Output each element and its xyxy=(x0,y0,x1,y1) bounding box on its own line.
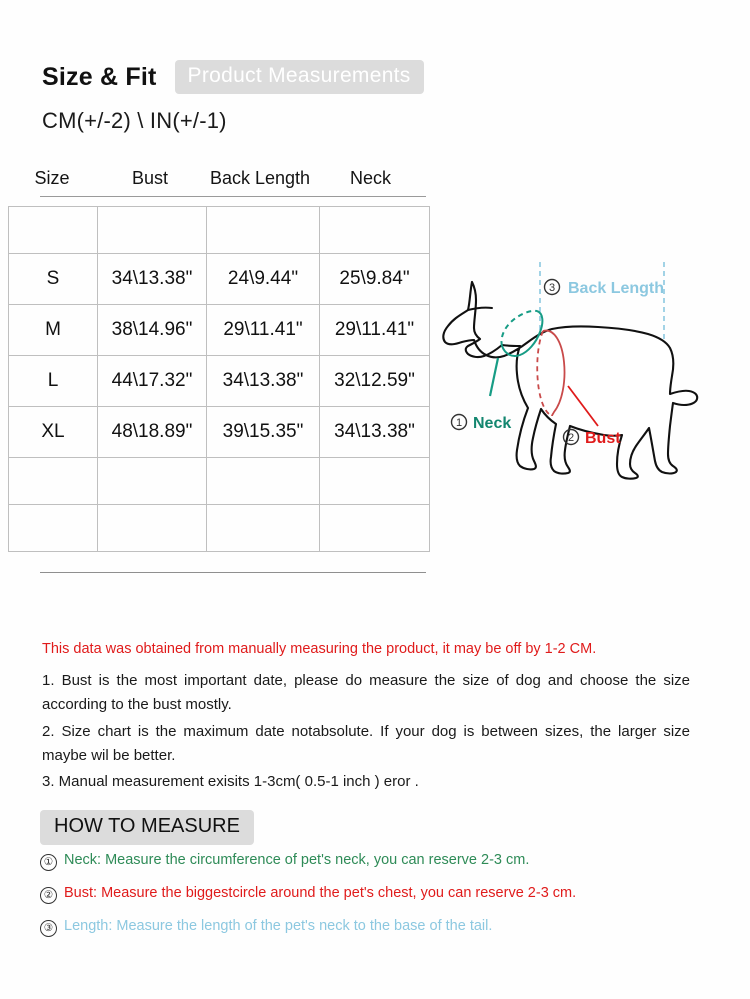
cell-neck: 32\12.59" xyxy=(320,356,430,407)
note-item: 3. Manual measurement exisits 1-3cm( 0.5-1 inch ) eror . xyxy=(42,773,419,791)
measure-marker-bust-icon: ② xyxy=(40,887,57,904)
cell-bust xyxy=(98,458,207,505)
table-row xyxy=(9,305,430,356)
how-to-measure-badge: HOW TO MEASURE xyxy=(40,810,254,845)
neck-leader-line xyxy=(490,358,498,396)
cell-back-length xyxy=(207,207,320,254)
size-chart-table xyxy=(8,206,430,552)
page-header xyxy=(42,60,424,94)
cell-back-length: 29\11.41" xyxy=(207,305,320,356)
cell-size xyxy=(9,458,98,505)
cell-size: M xyxy=(9,305,98,356)
cell-bust: 34\13.38" xyxy=(98,254,207,305)
cell-bust: 38\14.96" xyxy=(98,305,207,356)
back-length-label: Back Length xyxy=(568,280,665,297)
measure-text-bust: Bust: Measure the biggestcircle around the pet's chest, you can reserve 2-3 cm. xyxy=(64,885,577,901)
cell-back-length: 39\15.35" xyxy=(207,407,320,458)
cell-size: L xyxy=(9,356,98,407)
bust-label-group xyxy=(564,430,622,448)
cell-bust: 44\17.32" xyxy=(98,356,207,407)
neck-marker: 1 xyxy=(455,417,463,429)
table-row xyxy=(9,505,430,552)
measure-item-length xyxy=(40,918,700,936)
cell-back-length xyxy=(207,505,320,552)
neck-label-group xyxy=(452,415,512,433)
cell-bust xyxy=(98,505,207,552)
how-to-measure-list xyxy=(40,852,700,951)
notes-list xyxy=(42,669,690,796)
cell-neck xyxy=(320,458,430,505)
cell-neck: 29\11.41" xyxy=(320,305,430,356)
note-item: 2. Size chart is the maximum date notabsolute. If your dog is between sizes, the larger size maybe wil be better. xyxy=(42,722,690,764)
table-column-headers xyxy=(8,168,425,189)
table-row xyxy=(9,356,430,407)
measure-marker-neck-icon: ① xyxy=(40,854,57,871)
cell-neck xyxy=(320,505,430,552)
cell-bust xyxy=(98,207,207,254)
header-divider xyxy=(40,196,426,197)
measure-text-neck: Neck: Measure the circumference of pet's neck, you can reserve 2-3 cm. xyxy=(64,852,530,868)
cell-bust: 48\18.89" xyxy=(98,407,207,458)
table-row xyxy=(9,207,430,254)
bust-label: Bust xyxy=(585,430,621,447)
cell-back-length: 34\13.38" xyxy=(207,356,320,407)
cell-size: XL xyxy=(9,407,98,458)
measurement-warning: This data was obtained from manually measuring the product, it may be off by 1-2 CM. xyxy=(42,641,597,657)
dog-outline xyxy=(443,282,697,479)
product-measurements-badge: Product Measurements xyxy=(175,60,424,94)
measure-marker-length-icon: ③ xyxy=(40,920,57,937)
dog-measurement-diagram xyxy=(440,258,740,483)
cell-neck xyxy=(320,207,430,254)
note-item: 1. Bust is the most important date, please do measure the size of dog and choose the size according to the bust mostly. xyxy=(42,672,690,714)
cell-neck: 34\13.38" xyxy=(320,407,430,458)
measure-item-bust xyxy=(40,885,700,903)
back-length-label-group xyxy=(545,280,665,298)
neck-label: Neck xyxy=(473,415,512,432)
measure-text-length: Length: Measure the length of the pet's neck to the base of the tail. xyxy=(64,918,493,934)
table-row xyxy=(9,254,430,305)
column-header-bust: Bust xyxy=(131,168,169,188)
table-bottom-divider xyxy=(40,572,426,573)
cell-size xyxy=(9,207,98,254)
measure-item-neck xyxy=(40,852,700,870)
page-title: Size & Fit xyxy=(42,62,157,91)
bust-marker: 2 xyxy=(567,432,575,444)
unit-note: CM(+/-2) \ IN(+/-1) xyxy=(42,108,227,133)
back-length-marker: 3 xyxy=(548,282,556,294)
column-header-size: Size xyxy=(34,168,70,188)
table-row xyxy=(9,458,430,505)
cell-back-length xyxy=(207,458,320,505)
table-row xyxy=(9,407,430,458)
cell-back-length: 24\9.44" xyxy=(207,254,320,305)
cell-size xyxy=(9,505,98,552)
cell-neck: 25\9.84" xyxy=(320,254,430,305)
cell-size: S xyxy=(9,254,98,305)
column-header-back-length: Back Length xyxy=(209,168,311,188)
column-header-neck: Neck xyxy=(349,168,391,188)
